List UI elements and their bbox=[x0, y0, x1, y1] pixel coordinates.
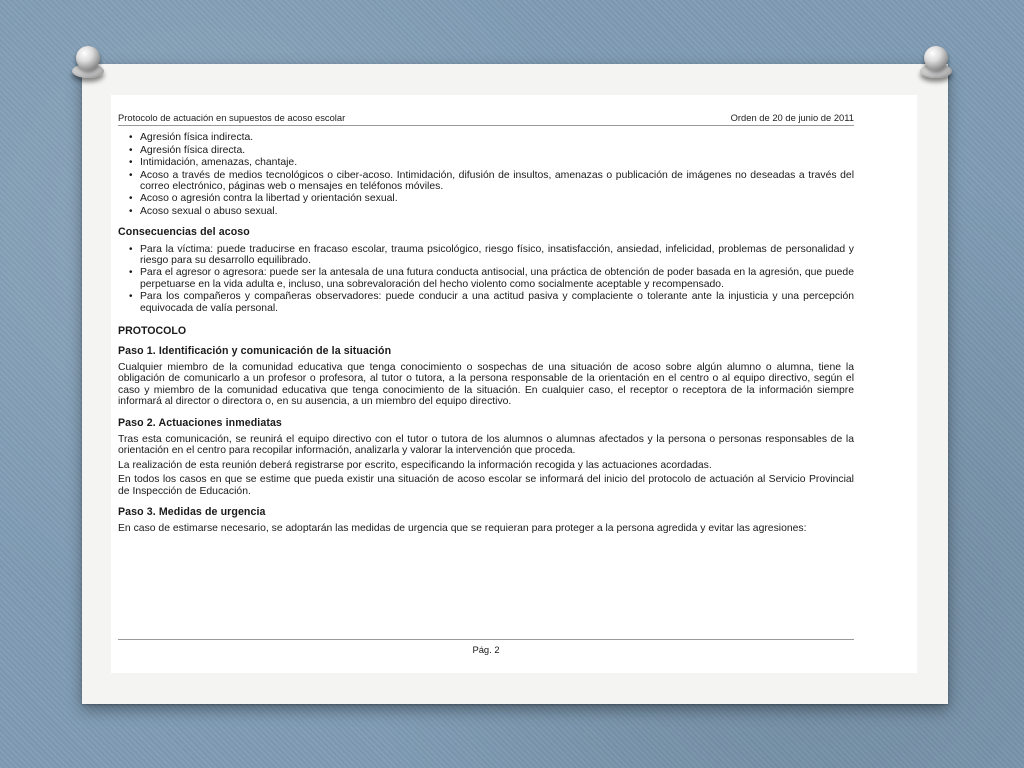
page-footer bbox=[118, 639, 854, 655]
consequences-heading: Consecuencias del acoso bbox=[118, 226, 250, 239]
page-header bbox=[118, 112, 854, 126]
page-number: Pág. 2 bbox=[472, 644, 500, 655]
step1-heading: Paso 1. Identificación y comunicación de la situación bbox=[118, 344, 392, 357]
types-list bbox=[118, 132, 854, 217]
list-item: • Para los compañeros y compañeras observadores: puede conducir a una actitud pasiva y complaciente o tolerante ante la injusticia y una percepción equivocada de valía personal. bbox=[118, 291, 854, 314]
list-item: • Acoso a través de medios tecnológicos o ciber-acoso. Intimidación, difusión de insultos, amenazas o publicación de imágenes no deseadas a través del correo electrónico, páginas web o mensajes en teléfonos móviles. bbox=[118, 170, 854, 193]
pushpin-head bbox=[76, 46, 100, 70]
list-item: • Para el agresor o agresora: puede ser la antesala de una futura conducta antisocial, una práctica de obtención de poder basada en la agresión, que puede perpetuarse en la vida adulta e, incluso, una sobrevaloración del hecho violento como socialmente aceptable y recompensado. bbox=[118, 267, 854, 290]
protocol-title: PROTOCOLO bbox=[118, 325, 187, 338]
list-item: • Acoso sexual o abuso sexual. bbox=[118, 206, 854, 217]
list-item: • Agresión física directa. bbox=[118, 145, 854, 156]
consequences-list bbox=[118, 244, 854, 314]
list-item: • Acoso o agresión contra la libertad y orientación sexual. bbox=[118, 193, 854, 204]
list-item: • Agresión física indirecta. bbox=[118, 132, 854, 143]
pushpin-icon bbox=[920, 46, 952, 78]
document-page bbox=[118, 112, 854, 655]
step1-paragraph: Cualquier miembro de la comunidad educativa que tenga conocimiento o sospechas de una situación de acoso sobre algún alumno o alumna, tiene la obligación de comunicarlo a un profesor o profesora, al tutor o tutora, a la persona responsable de la orientación en el centro o al equipo directivo, según el caso y miembro de la comunidad educativa que tenga conocimiento de la situación. En cualquier caso, el receptor o receptora de la información siempre informará al director o directora o, en su ausencia, a un miembro del equipo directivo. bbox=[118, 361, 854, 408]
header-left: Protocolo de actuación en supuestos de acoso escolar bbox=[118, 112, 346, 123]
step3-heading: Paso 3. Medidas de urgencia bbox=[118, 505, 266, 518]
step2-paragraph: Tras esta comunicación, se reunirá el equipo directivo con el tutor o tutora de los alumnos o alumnas afectados y la persona o personas responsables de la orientación en el centro para recopilar información, analizarla y valorar la intervención que proceda. bbox=[118, 433, 854, 457]
pushpin-icon bbox=[72, 46, 104, 78]
list-item: • Para la víctima: puede traducirse en fracaso escolar, trauma psicológico, riesgo físico, insatisfacción, ansiedad, infelicidad, problemas de personalidad y riesgo para su desarrollo equilibrado. bbox=[118, 244, 854, 267]
header-right: Orden de 20 de junio de 2011 bbox=[730, 112, 854, 123]
step3-paragraph: En caso de estimarse necesario, se adoptarán las medidas de urgencia que se requieran para proteger a la persona agredida y evitar las agresiones: bbox=[118, 523, 807, 535]
step2-heading: Paso 2. Actuaciones inmediatas bbox=[118, 416, 282, 429]
list-item: • Intimidación, amenazas, chantaje. bbox=[118, 157, 854, 168]
pushpin-head bbox=[924, 46, 948, 70]
step2-paragraph: La realización de esta reunión deberá registrarse por escrito, especificando la información recogida y las actuaciones acordadas. bbox=[118, 459, 712, 471]
step2-paragraph: En todos los casos en que se estime que pueda existir una situación de acoso escolar se informará del inicio del protocolo de actuación al Servicio Provincial de Inspección de Educación. bbox=[118, 474, 854, 497]
